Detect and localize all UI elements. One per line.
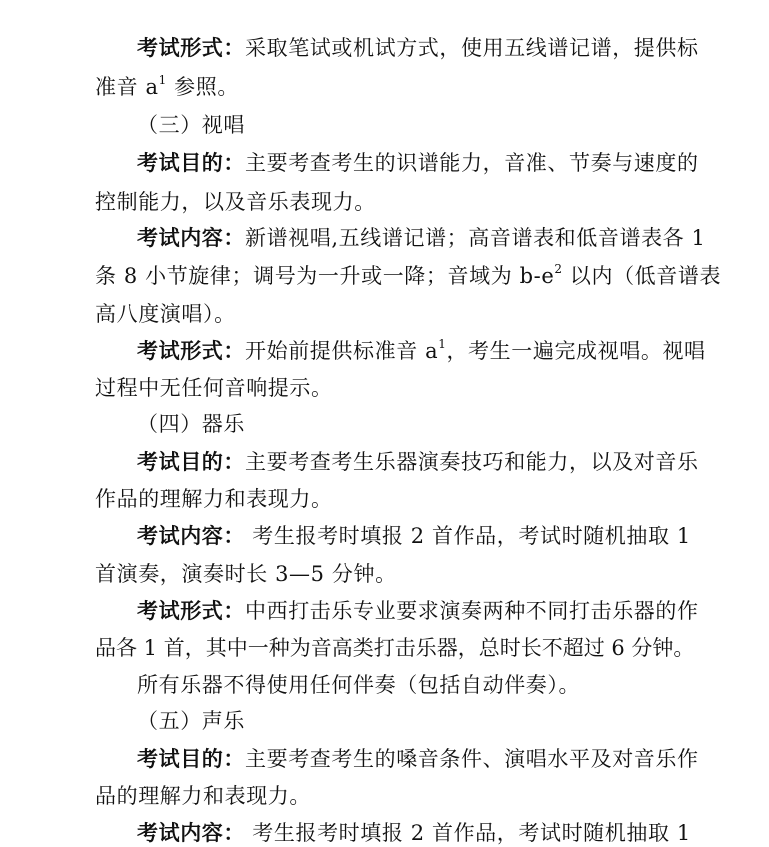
text-fragment: 开始前提供标准音 a xyxy=(245,339,439,363)
exam-format-line-3 xyxy=(137,336,737,366)
section-heading-instrumental: （四）器乐 xyxy=(137,412,245,436)
exam-format-text: 采取笔试或机试方式，使用五线谱记谱，提供标 xyxy=(245,36,699,60)
section-heading-vocal: （五）声乐 xyxy=(137,709,245,733)
exam-content-label: 考试内容： xyxy=(137,523,245,548)
text-fragment: 考生报考时填报 2 首作品，考试时随机抽取 1 xyxy=(245,821,691,845)
exam-content-line-6 xyxy=(137,818,737,847)
text-fragment: 参照。 xyxy=(166,75,239,99)
exam-purpose-line-2: 控制能力，以及音乐表现力。 xyxy=(95,190,376,214)
text-fragment: 准音 a xyxy=(95,75,159,99)
exam-content-line-5: 首演奏，演奏时长 3—5 分钟。 xyxy=(95,562,397,586)
exam-format-label: 考试形式： xyxy=(137,35,245,60)
exam-purpose-line-4: 作品的理解力和表现力。 xyxy=(95,487,333,511)
exam-format-label: 考试形式： xyxy=(137,598,245,623)
exam-content-line-1 xyxy=(137,223,737,253)
exam-content-line-3: 高八度演唱）。 xyxy=(95,302,236,326)
accompaniment-note: 所有乐器不得使用任何伴奏（包括自动伴奏）。 xyxy=(137,673,581,697)
superscript: 1 xyxy=(158,73,167,87)
superscript: 2 xyxy=(554,262,563,276)
exam-content-label: 考试内容： xyxy=(137,820,245,845)
section-heading-sight-singing: （三）视唱 xyxy=(137,113,245,137)
exam-format-line-6: 品各 1 首，其中一种为音高类打击乐器，总时长不超过 6 分钟。 xyxy=(95,636,695,660)
exam-content-line-4 xyxy=(137,521,737,551)
text-fragment: 主要考查考生的嗓音条件、演唱水平及对音乐作 xyxy=(245,747,699,771)
text-fragment: 考生报考时填报 2 首作品，考试时随机抽取 1 xyxy=(245,524,691,548)
exam-content-label: 考试内容： xyxy=(137,225,245,250)
exam-format-line-1 xyxy=(137,33,737,63)
exam-purpose-label: 考试目的： xyxy=(137,746,245,771)
text-fragment: 主要考查考生的识谱能力，音准、节奏与速度的 xyxy=(245,151,699,175)
exam-purpose-label: 考试目的： xyxy=(137,449,245,474)
text-fragment: 新谱视唱,五线谱记谱；高音谱表和低音谱表各 1 xyxy=(245,226,706,250)
exam-purpose-line-3 xyxy=(137,447,737,477)
exam-format-line-4: 过程中无任何音响提示。 xyxy=(95,376,333,400)
exam-format-line-2 xyxy=(95,72,695,102)
text-fragment: 以内（低音谱表 xyxy=(562,264,722,288)
exam-content-line-2 xyxy=(95,261,722,291)
superscript: 1 xyxy=(438,337,447,351)
exam-purpose-line-6: 品的理解力和表现力。 xyxy=(95,784,311,808)
text-fragment: ，考生一遍完成视唱。视唱 xyxy=(446,339,706,363)
exam-purpose-line-1 xyxy=(137,148,737,178)
text-fragment: 条 8 小节旋律；调号为一升或一降；音域为 b-e xyxy=(95,264,555,288)
text-fragment: 中西打击乐专业要求演奏两种不同打击乐器的作 xyxy=(245,599,699,623)
exam-purpose-label: 考试目的： xyxy=(137,150,245,175)
exam-purpose-line-5 xyxy=(137,744,737,774)
text-fragment: 主要考查考生乐器演奏技巧和能力，以及对音乐 xyxy=(245,450,699,474)
exam-format-label: 考试形式： xyxy=(137,338,245,363)
exam-format-line-5 xyxy=(137,596,737,626)
